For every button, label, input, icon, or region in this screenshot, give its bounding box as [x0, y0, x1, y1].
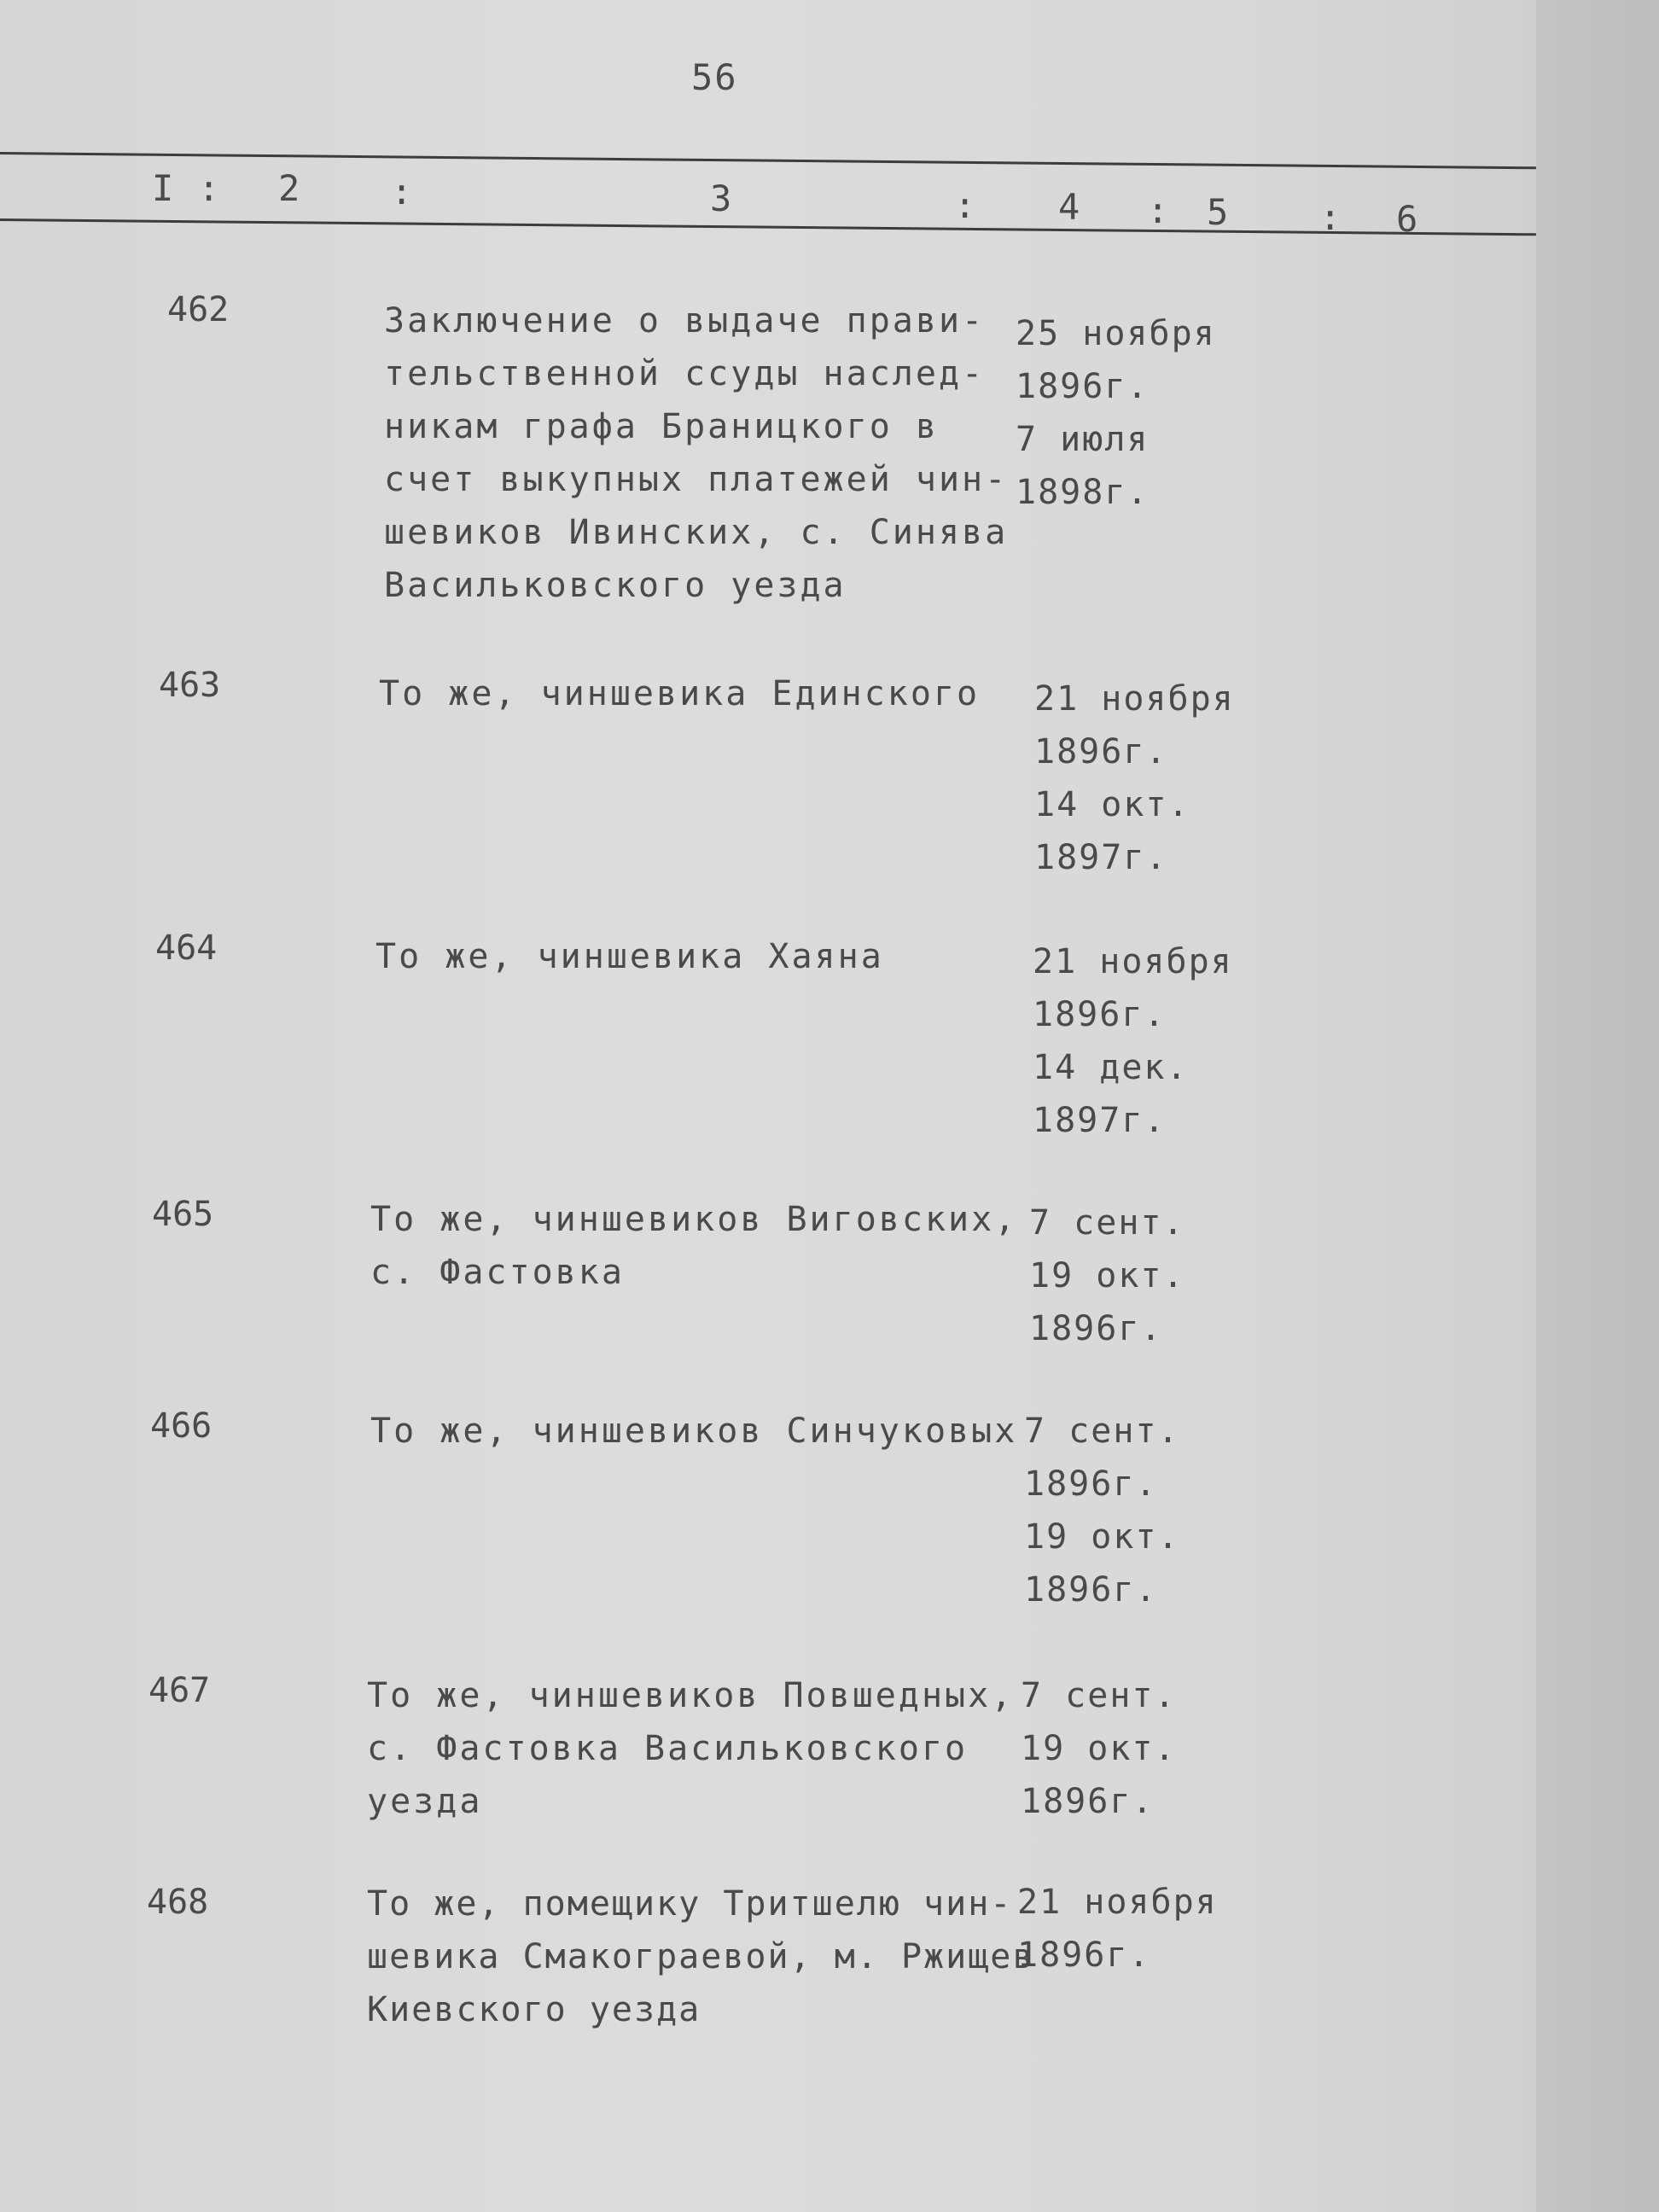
column-header-3: 3	[710, 178, 732, 219]
description-line: тельственной ссуды наслед-	[384, 354, 986, 393]
description-line: То же, чиншевиков Виговских,	[370, 1200, 1018, 1239]
page-edge-shadow	[1536, 0, 1659, 2212]
date-line: 1896г.	[1024, 1464, 1158, 1504]
column-separator: :	[954, 184, 976, 226]
entry-number: 467	[148, 1671, 211, 1710]
description-line: То же, чиншевиков Повшедных,	[367, 1676, 1015, 1715]
entry-description	[367, 1877, 1034, 2036]
description-line: То же, чиншевика Единского	[379, 674, 981, 713]
date-line: 7 июля	[1016, 420, 1150, 459]
date-line: 21 ноября	[1034, 679, 1235, 719]
date-line: 1896г.	[1017, 1936, 1151, 1975]
description-line: Васильковского уезда	[384, 566, 847, 605]
date-line: 1896г.	[1033, 995, 1167, 1034]
entry-number: 465	[152, 1195, 214, 1234]
entry-dates	[1016, 307, 1216, 519]
date-line: 14 дек.	[1033, 1048, 1189, 1087]
date-line: 1896г.	[1024, 1570, 1158, 1610]
description-line: Киевского уезда	[367, 1990, 701, 2029]
description-line: То же, помещику Тритшелю чин-	[367, 1884, 1013, 1924]
date-line: 21 ноября	[1017, 1883, 1218, 1922]
entry-dates	[1017, 1876, 1218, 1982]
header-rule-top	[0, 152, 1536, 169]
date-line: 14 окт.	[1034, 785, 1190, 824]
description-line: счет выкупных платежей чин-	[384, 460, 1009, 499]
entry-description	[370, 1193, 1017, 1299]
date-line: 1897г.	[1033, 1101, 1167, 1140]
entry-description	[384, 294, 1008, 612]
column-separator: :	[198, 167, 220, 209]
date-line: 19 окт.	[1029, 1256, 1185, 1295]
entry-description	[375, 930, 884, 983]
description-line: с. Фастовка Васильковского	[367, 1729, 969, 1768]
column-header-1: I	[152, 167, 174, 209]
entry-number: 468	[147, 1883, 209, 1922]
column-separator: :	[1319, 196, 1342, 238]
date-line: 7 сент.	[1024, 1412, 1180, 1451]
date-line: 19 окт.	[1024, 1517, 1180, 1557]
description-line: То же, чиншевиков Синчуковых	[370, 1412, 1018, 1451]
description-line: шевика Смакограевой, м. Ржищев	[367, 1937, 1035, 1976]
entry-dates	[1021, 1669, 1177, 1828]
date-line: 21 ноября	[1033, 942, 1233, 981]
entry-description	[379, 667, 980, 720]
date-line: 7 сент.	[1029, 1203, 1185, 1243]
date-line: 1896г.	[1029, 1309, 1163, 1348]
date-line: 1898г.	[1016, 473, 1150, 512]
entry-description	[370, 1405, 1017, 1458]
description-line: Заключение о выдаче прави-	[384, 301, 986, 341]
header-rule-bottom	[0, 218, 1536, 236]
entry-dates	[1024, 1405, 1180, 1616]
column-header-4: 4	[1058, 186, 1080, 228]
entry-description	[367, 1669, 1014, 1828]
description-line: То же, чиншевика Хаяна	[375, 937, 884, 976]
column-separator: :	[391, 171, 413, 212]
description-line: с. Фастовка	[370, 1253, 625, 1292]
date-line: 19 окт.	[1021, 1729, 1177, 1768]
entry-dates	[1034, 672, 1235, 884]
page-number: 56	[691, 56, 738, 98]
entry-number: 466	[150, 1406, 212, 1446]
column-header-6: 6	[1396, 198, 1418, 240]
date-line: 1896г.	[1021, 1782, 1155, 1821]
description-line: шевиков Ивинских, с. Синява	[384, 513, 1009, 552]
date-line: 1896г.	[1034, 732, 1168, 771]
date-line: 7 сент.	[1021, 1676, 1177, 1715]
date-line: 1896г.	[1016, 367, 1150, 406]
column-header-5: 5	[1207, 191, 1229, 233]
description-line: уезда	[367, 1782, 483, 1821]
column-header-2: 2	[278, 167, 300, 209]
entry-number: 463	[159, 666, 221, 705]
entry-number: 462	[167, 290, 230, 329]
column-separator: :	[1147, 189, 1169, 231]
date-line: 25 ноября	[1016, 314, 1216, 353]
date-line: 1897г.	[1034, 838, 1168, 877]
entry-number: 464	[155, 928, 218, 968]
entry-dates	[1029, 1196, 1185, 1355]
description-line: никам графа Браницкого в	[384, 407, 939, 446]
entry-dates	[1033, 935, 1233, 1147]
